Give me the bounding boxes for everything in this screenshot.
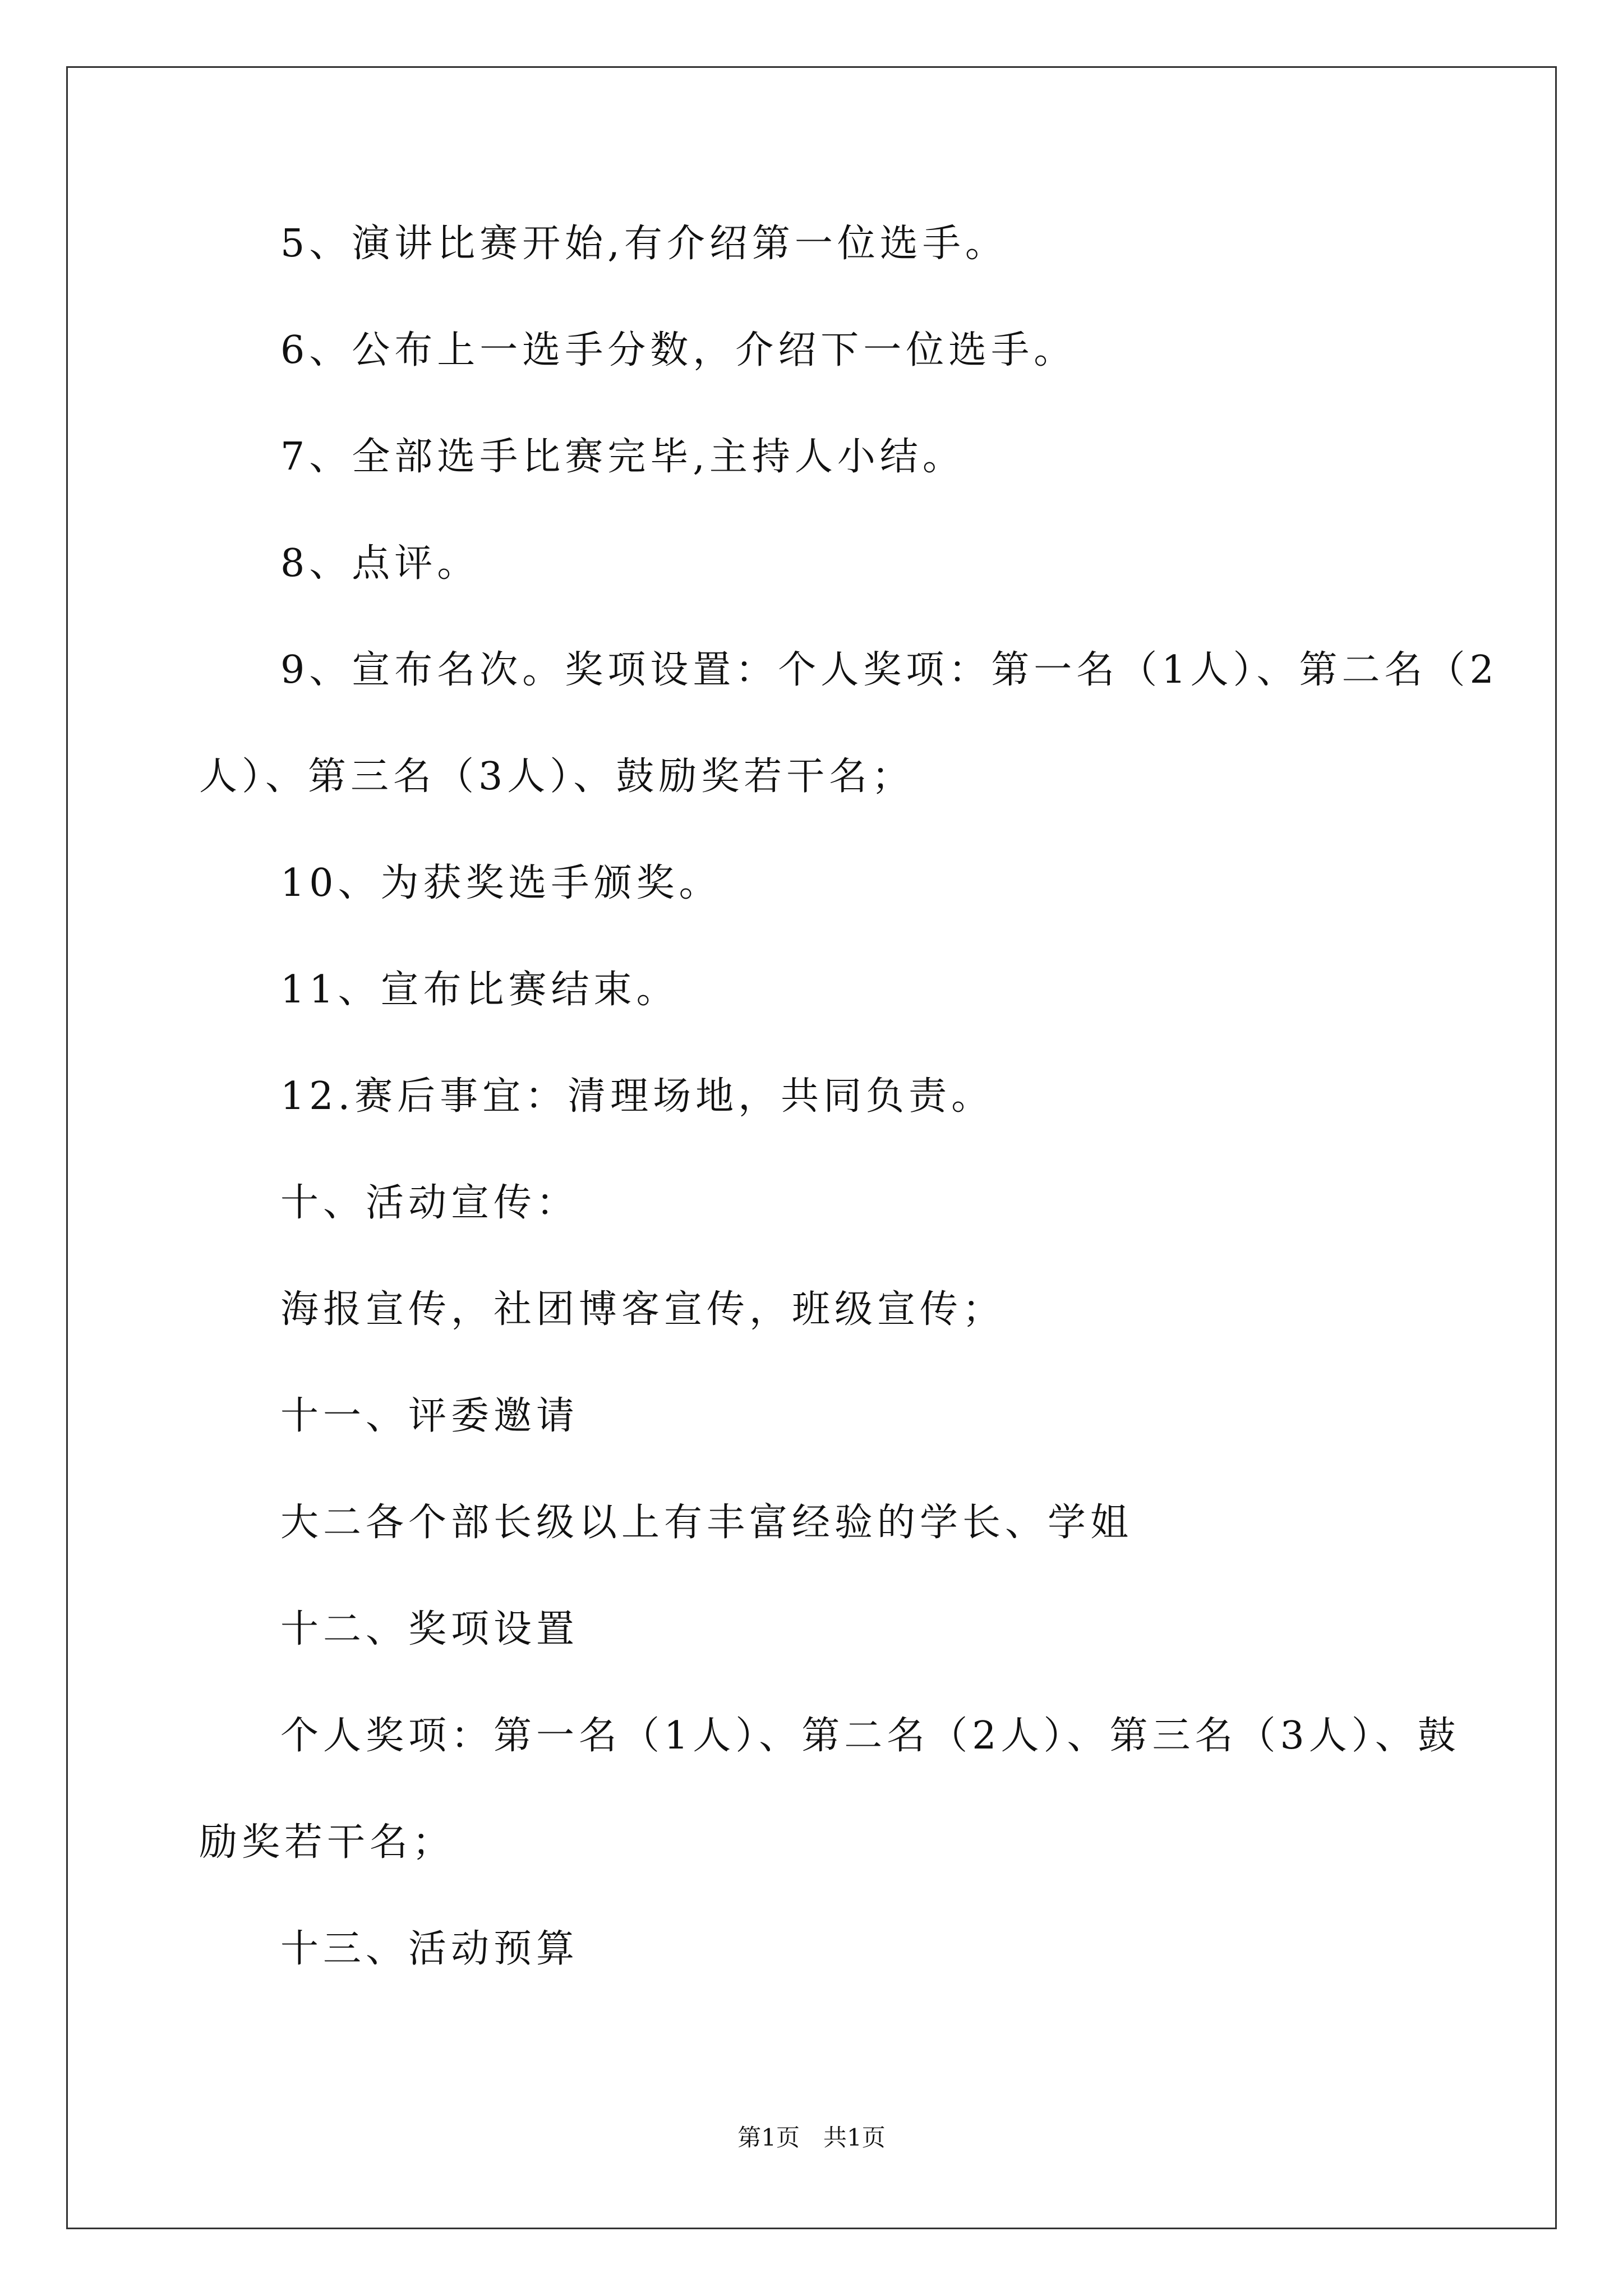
paragraph-line-continuation: 励奖若干名； — [199, 1820, 455, 1865]
paragraph-line: 8、点评。 — [280, 541, 480, 586]
paragraph-line: 9、宣布名次。奖项设置：个人奖项：第一名（1人）、第二名（2 — [280, 648, 1498, 692]
paragraph-line: 6、公布上一选手分数，介绍下一位选手。 — [280, 328, 1077, 372]
page-border — [66, 66, 1557, 2229]
section-heading: 十二、奖项设置 — [280, 1607, 579, 1651]
paragraph-line: 大二各个部长级以上有丰富经验的学长、学姐 — [280, 1501, 1133, 1545]
paragraph-line: 10、为获奖选手颁奖。 — [280, 861, 722, 905]
page-footer: 第1页 共1页 — [737, 2124, 886, 2151]
paragraph-line: 7、全部选手比赛完毕,主持人小结。 — [280, 435, 965, 479]
section-heading: 十三、活动预算 — [280, 1927, 579, 1971]
paragraph-line: 个人奖项：第一名（1人）、第二名（2人）、第三名（3人）、鼓 — [280, 1714, 1460, 1758]
paragraph-line: 12.赛后事宜：清理场地，共同负责。 — [280, 1074, 994, 1119]
section-heading: 十一、评委邀请 — [280, 1394, 579, 1438]
paragraph-line: 5、演讲比赛开始,有介绍第一位选手。 — [280, 222, 1008, 266]
section-heading: 十、活动宣传： — [280, 1181, 579, 1225]
paragraph-line-continuation: 人）、第三名（3人）、鼓励奖若干名； — [199, 754, 915, 799]
paragraph-line: 海报宣传，社团博客宣传，班级宣传； — [280, 1287, 1006, 1332]
paragraph-line: 11、宣布比赛结束。 — [280, 968, 679, 1012]
